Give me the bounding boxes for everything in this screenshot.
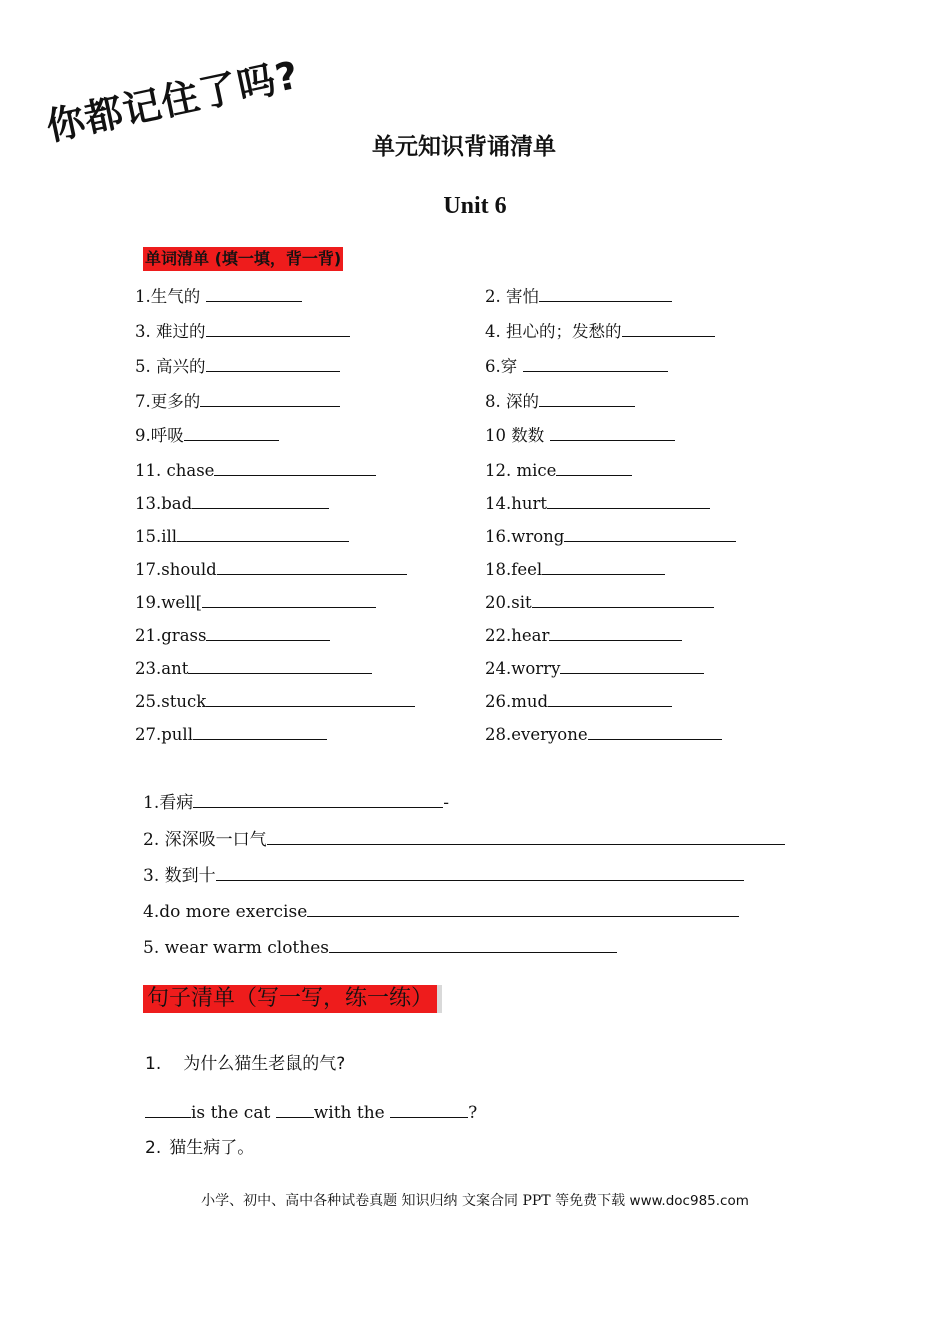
answer-blank[interactable]: [193, 724, 327, 740]
answer-blank[interactable]: [329, 937, 617, 953]
answer-blank[interactable]: [539, 391, 635, 407]
answer-blank[interactable]: [206, 625, 330, 641]
vocab-item: 19.well[: [135, 592, 376, 613]
answer-blank[interactable]: [202, 592, 376, 608]
answer-blank[interactable]: [564, 526, 736, 542]
answer-blank[interactable]: [206, 321, 350, 337]
phrase-item: 2. 深深吸一口气: [143, 829, 785, 851]
answer-blank[interactable]: [560, 658, 704, 674]
vocab-item: 5. 高兴的: [135, 356, 340, 377]
vocab-item: 8. 深的: [485, 391, 635, 412]
vocab-item: 26.mud: [485, 691, 672, 712]
phrase-item: 5. wear warm clothes: [143, 937, 617, 959]
sentence-2-prompt: [145, 1137, 254, 1159]
sentence-2-number: 2.: [145, 1138, 162, 1158]
answer-blank[interactable]: [206, 691, 415, 707]
sentence-1-number: 1.: [145, 1054, 162, 1074]
vocab-item: 20.sit: [485, 592, 714, 613]
answer-blank[interactable]: [200, 391, 340, 407]
answer-blank[interactable]: [267, 829, 785, 845]
vocab-item: 27.pull: [135, 724, 327, 745]
vocab-item: 7.更多的: [135, 391, 340, 412]
words-section-tag: 单词清单 (填一填，背一背): [143, 247, 343, 271]
answer-blank[interactable]: [206, 286, 302, 302]
answer-blank[interactable]: [184, 425, 279, 441]
vocab-item: 12. mice: [485, 460, 632, 481]
phrase-item: 3. 数到十: [143, 865, 744, 887]
vocab-item: 24.worry: [485, 658, 704, 679]
blank-line[interactable]: [276, 1102, 314, 1118]
phrase-item: 4.do more exercise: [143, 901, 739, 923]
vocab-item: 2. 害怕: [485, 286, 672, 307]
answer-blank[interactable]: [539, 286, 672, 302]
vocab-item: 4. 担心的；发愁的: [485, 321, 715, 342]
vocab-item: 1.生气的: [135, 286, 302, 307]
vocab-item: 16.wrong: [485, 526, 736, 547]
vocab-item: 9.呼吸: [135, 425, 279, 446]
answer-blank[interactable]: [177, 526, 349, 542]
blank-line[interactable]: [390, 1102, 468, 1118]
answer-blank[interactable]: [206, 356, 340, 372]
answer-blank[interactable]: [547, 493, 710, 509]
sentences-section-tag: 句子清单（写一写，练一练）: [143, 985, 437, 1013]
answer-blank[interactable]: [307, 901, 739, 917]
sentence-1-prompt: [145, 1053, 345, 1075]
vocab-item: 22.hear: [485, 625, 682, 646]
vocab-item: 15.ill: [135, 526, 349, 547]
answer-blank[interactable]: [542, 559, 665, 575]
answer-blank[interactable]: [192, 493, 329, 509]
answer-blank[interactable]: [214, 460, 376, 476]
vocab-item: 3. 难过的: [135, 321, 350, 342]
vocab-item: 21.grass: [135, 625, 330, 646]
checklist-title: 单元知识背诵清单: [372, 134, 556, 160]
vocab-item: 6.穿: [485, 356, 668, 377]
vocab-item: 17.should: [135, 559, 407, 580]
vocab-item: 28.everyone: [485, 724, 722, 745]
vocab-item: 11. chase: [135, 460, 376, 481]
footer-text: 小学、初中、高中各种试卷真题 知识归纳 文案合同 PPT 等免费下载: [201, 1193, 626, 1209]
footer-url[interactable]: www.doc985.com: [629, 1193, 749, 1209]
vocab-item: 25.stuck: [135, 691, 415, 712]
slogan-banner: 你都记住了吗?: [42, 52, 304, 150]
answer-blank[interactable]: [548, 691, 672, 707]
answer-blank[interactable]: [550, 425, 675, 441]
vocab-item: 23.ant: [135, 658, 372, 679]
answer-blank[interactable]: [588, 724, 722, 740]
vocab-item: 14.hurt: [485, 493, 710, 514]
vocab-item: 13.bad: [135, 493, 329, 514]
answer-blank[interactable]: [532, 592, 714, 608]
blank-line[interactable]: [145, 1102, 191, 1118]
answer-blank[interactable]: [188, 658, 372, 674]
answer-blank[interactable]: [556, 460, 632, 476]
vocab-item: 18.feel: [485, 559, 665, 580]
answer-blank[interactable]: [622, 321, 715, 337]
answer-blank[interactable]: [193, 792, 443, 808]
answer-blank[interactable]: [217, 559, 407, 575]
footer: [0, 1191, 950, 1211]
unit-title: Unit 6: [443, 193, 507, 219]
answer-blank[interactable]: [549, 625, 682, 641]
vocab-item: 10 数数: [485, 425, 675, 446]
phrase-item: 1.看病 -: [143, 793, 449, 813]
answer-blank[interactable]: [216, 865, 744, 881]
sentence-1-chinese: 为什么猫生老鼠的气?: [183, 1054, 346, 1074]
sentence-1-english: is the cat with the ?: [145, 1102, 477, 1124]
answer-blank[interactable]: [523, 356, 668, 372]
sentence-2-chinese: 猫生病了。: [169, 1138, 255, 1158]
